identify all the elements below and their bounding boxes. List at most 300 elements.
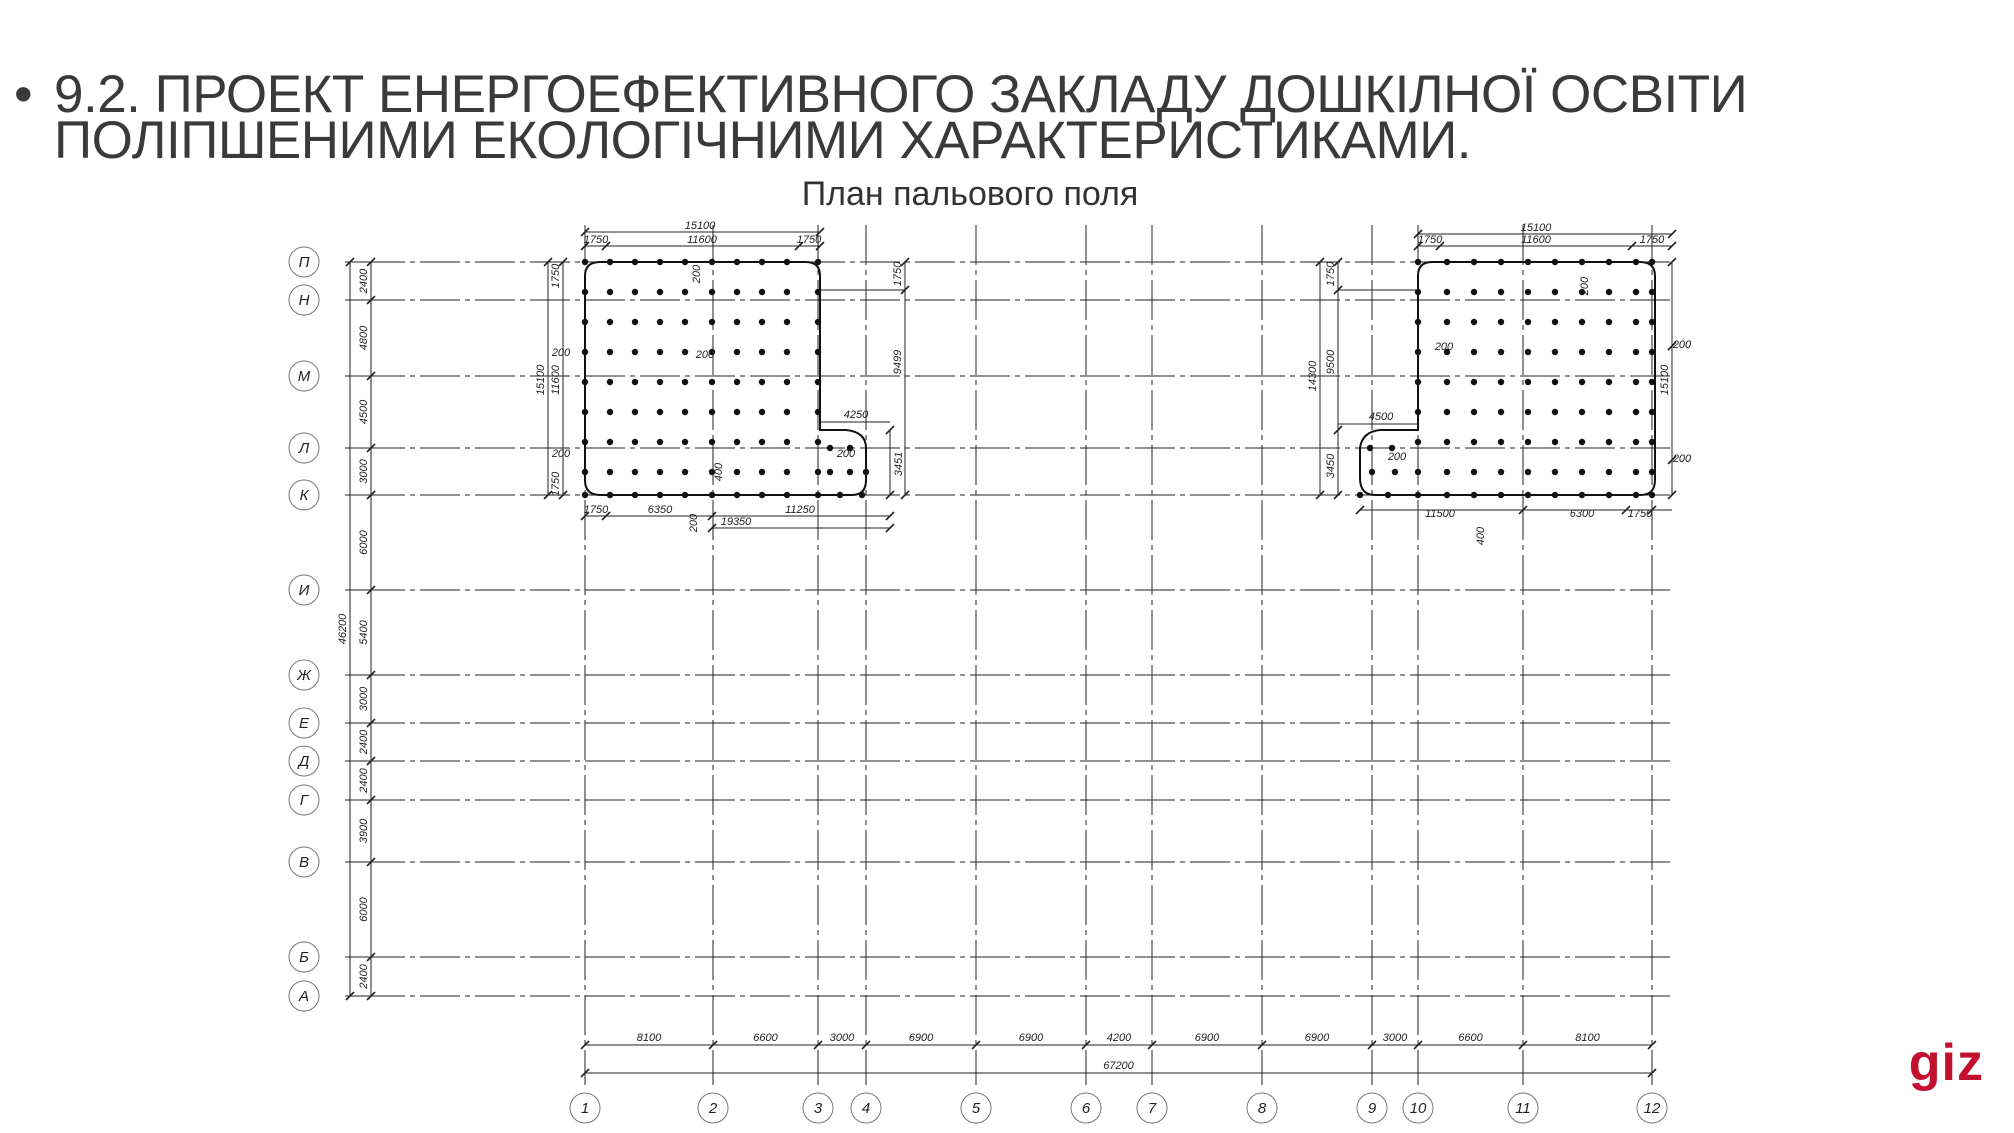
pile — [1649, 492, 1655, 498]
row-spacing-label: 6000 — [358, 897, 370, 922]
pile — [1444, 289, 1450, 295]
left-pile-field-outline — [585, 262, 866, 495]
pile — [784, 289, 790, 295]
pile — [1471, 289, 1477, 295]
column-bubbles — [570, 1093, 1667, 1123]
right-bottom-dim: 400 — [1475, 526, 1487, 546]
pile — [1444, 409, 1450, 415]
pile — [607, 289, 613, 295]
column-label: 4 — [861, 1100, 871, 1117]
pile — [1525, 409, 1531, 415]
row-label: Н — [298, 292, 310, 309]
pile — [1415, 492, 1421, 498]
row-bubble — [289, 746, 319, 776]
pile — [1471, 492, 1477, 498]
pile — [657, 319, 663, 325]
pile — [815, 409, 821, 415]
pile — [1525, 289, 1531, 295]
left-side-dim: 1750 — [550, 263, 562, 289]
row-bubble — [289, 285, 319, 315]
row-label: А — [298, 988, 310, 1005]
column-spacing-label: 6900 — [1018, 1032, 1044, 1044]
pile — [1633, 492, 1639, 498]
pile — [1415, 319, 1421, 325]
pile — [1649, 439, 1655, 445]
column-bubble — [851, 1093, 881, 1123]
pile — [759, 492, 765, 498]
pile — [632, 319, 638, 325]
row-bubble — [289, 480, 319, 510]
right-side-dim: 4500 — [1368, 411, 1394, 423]
row-spacing-label: 2400 — [358, 729, 370, 755]
column-bubble — [1071, 1093, 1101, 1123]
pile — [1552, 439, 1558, 445]
row-label: М — [297, 368, 311, 385]
left-right-dim: 4250 — [843, 409, 869, 421]
row-bubbles — [289, 247, 319, 1011]
pile — [1552, 379, 1558, 385]
pile — [1579, 439, 1585, 445]
pile — [657, 379, 663, 385]
column-total-label: 67200 — [1103, 1060, 1134, 1072]
row-bubble — [289, 575, 319, 605]
pile — [632, 289, 638, 295]
pile — [709, 439, 715, 445]
pile — [1552, 409, 1558, 415]
pile — [682, 409, 688, 415]
pile — [1498, 379, 1504, 385]
right-right-dim: 15100 — [1659, 364, 1671, 396]
column-bubble — [570, 1093, 600, 1123]
pile — [1606, 319, 1612, 325]
right-top-dim: 1750 — [1639, 234, 1665, 246]
title-line-1: 9.2. ПРОЕКТ ЕНЕРГОЕФЕКТИВНОГО ЗАКЛАДУ ДОШКІЛНОЇ ОСВІТИ — [54, 65, 1748, 124]
pile — [1552, 289, 1558, 295]
pile — [682, 289, 688, 295]
pile — [657, 439, 663, 445]
left-inner-dim: 400 — [713, 462, 725, 482]
pile — [657, 409, 663, 415]
pile — [607, 492, 613, 498]
left-right-dim: 3451 — [893, 451, 905, 477]
right-side-dim: 3450 — [1325, 453, 1337, 479]
pile — [1525, 492, 1531, 498]
pile — [1525, 469, 1531, 475]
row-spacing-label: 3900 — [358, 818, 370, 844]
pile — [1498, 319, 1504, 325]
pile — [1579, 492, 1585, 498]
pile — [1633, 469, 1639, 475]
pile — [1385, 492, 1391, 498]
pile — [784, 439, 790, 445]
pile — [1606, 469, 1612, 475]
right-side-dim: 9500 — [1325, 349, 1337, 375]
column-spacing-label: 3000 — [829, 1032, 855, 1044]
row-label: Л — [298, 440, 310, 457]
pile — [582, 379, 588, 385]
right-top-dim: 1750 — [1417, 234, 1443, 246]
pile — [682, 349, 688, 355]
pile — [709, 319, 715, 325]
pile — [1552, 469, 1558, 475]
pile — [582, 469, 588, 475]
column-bubble — [1403, 1093, 1433, 1123]
pile — [1633, 349, 1639, 355]
left-side-dim: 1750 — [550, 471, 562, 497]
pile — [837, 492, 843, 498]
pile — [734, 492, 740, 498]
left-pile-field — [582, 259, 869, 498]
pile — [847, 469, 853, 475]
pile — [734, 379, 740, 385]
pile — [1498, 492, 1504, 498]
pile — [657, 349, 663, 355]
pile — [1579, 319, 1585, 325]
pile — [709, 259, 715, 265]
column-spacing-label: 4200 — [1106, 1032, 1132, 1044]
column-label: 7 — [1147, 1100, 1157, 1117]
left-bottom-dim: 11250 — [785, 504, 815, 516]
right-right-dim: 200 — [1672, 453, 1692, 465]
pile — [682, 259, 688, 265]
row-spacing-label: 4800 — [358, 325, 370, 351]
left-side-dim: 200 — [551, 448, 571, 460]
pile — [815, 469, 821, 475]
pile — [1369, 469, 1375, 475]
pile — [682, 379, 688, 385]
pile — [784, 259, 790, 265]
row-bubble — [289, 660, 319, 690]
right-bottom-dim: 11500 — [1425, 508, 1455, 520]
pile — [632, 349, 638, 355]
row-total-label: 46200 — [337, 613, 349, 645]
column-spacing-label: 8100 — [636, 1032, 662, 1044]
right-side-dim: 200 — [1387, 451, 1407, 463]
right-bottom-dim: 6300 — [1569, 508, 1595, 520]
column-bubble — [1247, 1093, 1277, 1123]
right-side-dim: 14300 — [1307, 360, 1319, 392]
pile — [1444, 259, 1450, 265]
pile — [1633, 319, 1639, 325]
pile — [1444, 492, 1450, 498]
row-spacing-label: 3000 — [358, 459, 370, 484]
left-bottom-dim: 200 — [688, 513, 700, 533]
column-label: 12 — [1643, 1100, 1661, 1117]
pile — [1415, 349, 1421, 355]
pile — [607, 469, 613, 475]
pile — [1552, 349, 1558, 355]
pile — [1415, 469, 1421, 475]
pile — [632, 379, 638, 385]
pile — [827, 445, 833, 451]
pile — [759, 379, 765, 385]
pile — [1649, 259, 1655, 265]
pile — [682, 492, 688, 498]
pile — [1649, 409, 1655, 415]
pile — [632, 259, 638, 265]
row-bubble — [289, 361, 319, 391]
pile — [1525, 379, 1531, 385]
pile — [759, 289, 765, 295]
pile — [734, 259, 740, 265]
pile — [734, 439, 740, 445]
column-label: 3 — [813, 1100, 823, 1117]
column-label: 8 — [1257, 1100, 1267, 1117]
pile — [632, 409, 638, 415]
pile — [607, 349, 613, 355]
right-top-dim: 11600 — [1521, 234, 1551, 246]
column-spacing-label: 6900 — [908, 1032, 934, 1044]
row-spacing-label: 2400 — [358, 768, 370, 793]
pile — [1633, 289, 1639, 295]
column-spacing-label: 6600 — [753, 1032, 778, 1044]
pile — [1471, 439, 1477, 445]
right-top-dim: 15100 — [1520, 222, 1552, 234]
column-label: 2 — [708, 1100, 718, 1117]
row-spacing-label: 6000 — [358, 530, 370, 555]
row-spacing-label: 2400 — [358, 268, 370, 294]
pile — [709, 492, 715, 498]
row-spacing-label: 2400 — [358, 964, 370, 989]
column-bubble — [1137, 1093, 1167, 1123]
pile — [815, 319, 821, 325]
row-bubble — [289, 942, 319, 972]
left-field-dimensions — [535, 220, 909, 533]
giz-logo: giz — [1908, 1034, 1984, 1092]
pile — [1525, 319, 1531, 325]
pile — [1633, 259, 1639, 265]
pile — [827, 469, 833, 475]
pile — [1606, 409, 1612, 415]
row-spacing-label: 5400 — [358, 620, 370, 645]
pile — [709, 409, 715, 415]
pile — [1471, 469, 1477, 475]
row-label: К — [299, 487, 309, 504]
pile — [682, 319, 688, 325]
row-bubble — [289, 981, 319, 1011]
column-label: 5 — [971, 1100, 981, 1117]
pile — [759, 439, 765, 445]
pile — [1415, 259, 1421, 265]
pile — [1606, 379, 1612, 385]
pile — [1498, 409, 1504, 415]
column-spacing-label: 3000 — [1382, 1032, 1408, 1044]
column-label: 10 — [1409, 1100, 1427, 1117]
row-label: И — [298, 582, 310, 599]
title-line-2: ПОЛІПШЕНИМИ ЕКОЛОГІЧНИМИ ХАРАКТЕРИСТИКАМИ. — [54, 111, 1472, 170]
right-inner-dim: 200 — [1579, 276, 1591, 296]
pile — [1579, 349, 1585, 355]
pile — [784, 492, 790, 498]
row-spacing-label: 4500 — [358, 399, 370, 425]
pile — [1649, 469, 1655, 475]
pile — [582, 259, 588, 265]
row-label: Е — [298, 715, 310, 732]
pile — [657, 492, 663, 498]
left-bottom-dim: 1750 — [583, 504, 609, 516]
pile — [657, 259, 663, 265]
row-label: В — [298, 854, 310, 871]
row-bubble — [289, 785, 319, 815]
row-bubble — [289, 708, 319, 738]
pile — [607, 319, 613, 325]
pile — [1606, 349, 1612, 355]
pile — [784, 409, 790, 415]
pile — [1633, 409, 1639, 415]
pile — [1415, 409, 1421, 415]
right-bottom-dim: 1750 — [1627, 508, 1653, 520]
column-label: 1 — [580, 1100, 590, 1117]
pile — [709, 379, 715, 385]
pile — [657, 289, 663, 295]
row-bubble — [289, 247, 319, 277]
pile — [1471, 259, 1477, 265]
column-spacing-label: 8100 — [1575, 1032, 1600, 1044]
pile — [607, 409, 613, 415]
pile — [582, 349, 588, 355]
right-side-dim: 1750 — [1325, 261, 1337, 287]
pile — [1649, 319, 1655, 325]
title-bullet: • — [14, 65, 33, 124]
column-spacing-label: 6900 — [1194, 1032, 1220, 1044]
pile — [582, 492, 588, 498]
pile — [582, 409, 588, 415]
pile — [1444, 469, 1450, 475]
pile — [1606, 289, 1612, 295]
left-side-dim: 15100 — [535, 364, 547, 396]
pile — [657, 469, 663, 475]
pile — [734, 349, 740, 355]
pile — [632, 492, 638, 498]
pile — [1498, 469, 1504, 475]
pile — [863, 469, 869, 475]
pile — [632, 439, 638, 445]
pile — [784, 379, 790, 385]
pile — [784, 349, 790, 355]
left-right-dim: 9499 — [892, 349, 904, 375]
pile — [582, 289, 588, 295]
pile — [709, 289, 715, 295]
pile — [1498, 349, 1504, 355]
pile — [607, 439, 613, 445]
left-inner-dim: 200 — [691, 264, 703, 284]
left-bottom-dim: 19350 — [720, 516, 752, 528]
left-top-dim: 11600 — [687, 234, 717, 246]
pile — [734, 289, 740, 295]
left-right-dim: 200 — [836, 448, 856, 460]
right-inner-dim: 200 — [1434, 341, 1454, 353]
pile — [1606, 439, 1612, 445]
pile — [607, 259, 613, 265]
row-label: Д — [298, 753, 310, 770]
pile — [1415, 379, 1421, 385]
pile — [759, 469, 765, 475]
column-spacing-label: 6600 — [1458, 1032, 1483, 1044]
pile — [784, 319, 790, 325]
pile — [815, 349, 821, 355]
right-right-dim: 200 — [1672, 339, 1692, 351]
column-label: 9 — [1367, 1100, 1377, 1117]
row-label: Г — [299, 792, 309, 809]
pile — [582, 319, 588, 325]
column-label: 11 — [1515, 1100, 1531, 1117]
pile — [1525, 439, 1531, 445]
left-side-dim: 11600 — [550, 365, 562, 395]
pile — [1357, 492, 1363, 498]
pile — [784, 469, 790, 475]
column-bubble — [1357, 1093, 1387, 1123]
pile — [1579, 469, 1585, 475]
column-spacing-label: 6900 — [1304, 1032, 1330, 1044]
pile — [682, 439, 688, 445]
pile — [1444, 319, 1450, 325]
pile — [1552, 259, 1558, 265]
column-dimension-chain — [581, 1032, 1656, 1077]
pile — [734, 469, 740, 475]
pile — [1444, 439, 1450, 445]
pile — [1633, 439, 1639, 445]
pile — [1498, 259, 1504, 265]
pile — [1649, 379, 1655, 385]
pile — [1471, 349, 1477, 355]
left-inner-dim: 200 — [695, 349, 715, 361]
pile — [1471, 379, 1477, 385]
right-pile-field-piles — [1415, 259, 1655, 498]
pile — [859, 492, 865, 498]
pile — [759, 349, 765, 355]
pile — [1471, 409, 1477, 415]
left-top-dim: 1750 — [796, 234, 822, 246]
pile — [1633, 379, 1639, 385]
column-bubble — [803, 1093, 833, 1123]
drawing-caption: План пальового поля — [801, 175, 1139, 213]
pile — [1525, 259, 1531, 265]
pile — [815, 379, 821, 385]
row-bubble — [289, 433, 319, 463]
pile — [1471, 319, 1477, 325]
pile — [734, 409, 740, 415]
pile — [815, 439, 821, 445]
row-label: П — [298, 254, 310, 271]
row-label: Б — [299, 949, 309, 966]
pile — [1444, 379, 1450, 385]
left-pile-field-piles — [582, 259, 821, 498]
pile — [607, 379, 613, 385]
pile — [1498, 439, 1504, 445]
column-label: 6 — [1081, 1100, 1091, 1117]
row-dimension-chain — [337, 258, 378, 1000]
pile — [759, 409, 765, 415]
pile — [1498, 289, 1504, 295]
left-right-dim: 1750 — [892, 261, 904, 287]
pile — [1552, 319, 1558, 325]
row-spacing-label: 3000 — [358, 686, 370, 712]
pile — [1649, 349, 1655, 355]
left-bottom-dim: 6350 — [647, 504, 673, 516]
pile — [632, 469, 638, 475]
pile — [1367, 445, 1373, 451]
pile — [1649, 289, 1655, 295]
pile — [759, 319, 765, 325]
pile — [815, 492, 821, 498]
column-bubble — [698, 1093, 728, 1123]
left-side-dim: 200 — [551, 347, 571, 359]
column-bubble — [961, 1093, 991, 1123]
pile — [682, 469, 688, 475]
column-bubble — [1637, 1093, 1667, 1123]
pile — [734, 319, 740, 325]
column-bubble — [1508, 1093, 1538, 1123]
